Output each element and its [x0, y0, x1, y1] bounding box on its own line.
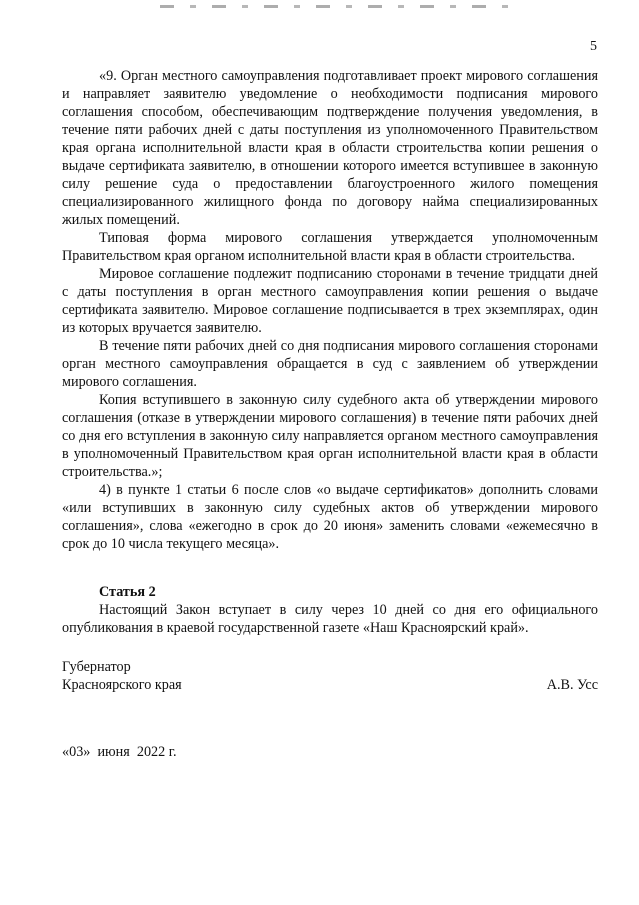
article-text: Настоящий Закон вступает в силу через 10 дней со дня его официального опубликования в краевой государственной газете «Наш Красноярский край».: [62, 602, 598, 636]
paragraph-court-application: В течение пяти рабочих дней со дня подписания мирового соглашения сторонами орган местного самоуправления обращается в суд с заявлением об утверждении мирового соглашения.: [62, 338, 598, 390]
document-body: [62, 67, 598, 637]
signature-block: [62, 658, 598, 694]
page-number: 5: [590, 39, 597, 54]
article-title: Статья 2: [99, 584, 156, 600]
paragraph-signing-deadline: Мировое соглашение подлежит подписанию сторонами в течение тридцати дней с даты поступления в орган местного самоуправления копии решения о выдаче сертификата заявителю. Мировое соглашение подписывается в трех экземплярах, один из которых вручается заявителю.: [62, 266, 598, 336]
paragraph-item-9: «9. Орган местного самоуправления подготавливает проект мирового соглашения и направляет заявителю уведомление о необходимости подписания мирового соглашения способом, обеспечивающим подтверждение получения уведомления, в течение пяти рабочих дней с даты поступления из уполномоченного Правительством края органа исполнительной власти края в области строительства копии решения о выдаче сертификата заявителю, в отношении которого имеется вступившее в законную силу решение суда о предоставлении благоустроенного жилого помещения специализированного жилищного фонда по договору найма специализированных жилых помещений.: [62, 68, 598, 228]
paragraph-template-form: Типовая форма мирового соглашения утверждается уполномоченным Правительством края органом исполнительной власти края в области строительства.: [62, 230, 598, 264]
signatory-name: А.В. Усс: [546, 677, 598, 693]
paragraph-amendment-4: 4) в пункте 1 статьи 6 после слов «о выдаче сертификатов» дополнить словами «или вступивших в законную силу судебных актов об утверждении мирового соглашения», слова «ежегодно в срок до 20 июня» заменить словами «ежемесячно в срок до 10 числа текущего месяца».: [62, 482, 598, 552]
signatory-region: Красноярского края: [62, 677, 182, 693]
scan-artifact: [160, 5, 520, 8]
paragraph-court-act-copy: Копия вступившего в законную силу судебного акта об утверждении мирового соглашения (отказе в утверждении мирового соглашения) в течение пяти рабочих дней со дня его вступления в законную силу направляется органом местного самоуправления в уполномоченный Правительством края орган исполнительной власти края в области строительства.»;: [62, 392, 598, 480]
article-spacer: [62, 553, 598, 583]
signatory-position: Губернатор: [62, 659, 131, 675]
document-date: «03» июня 2022 г.: [62, 744, 177, 760]
